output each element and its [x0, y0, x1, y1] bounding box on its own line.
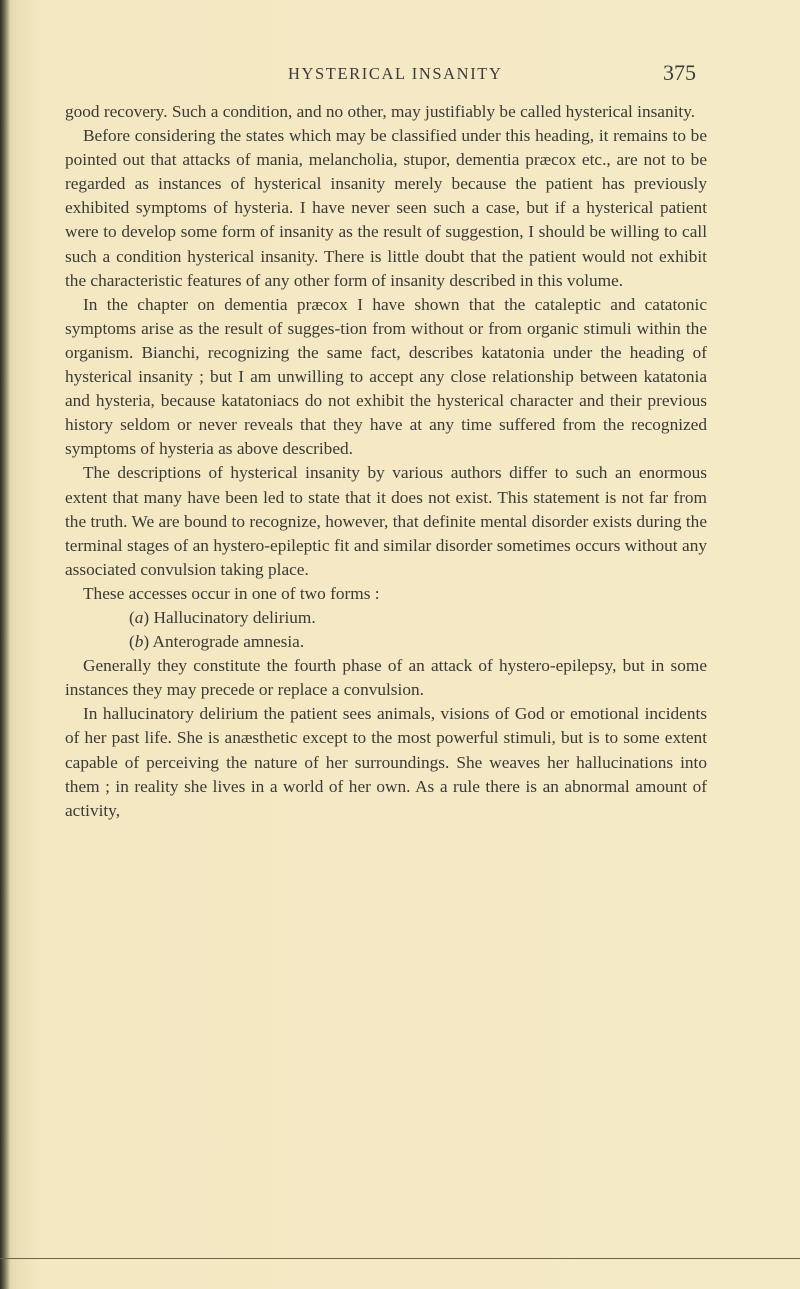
list-item: (a) Hallucinatory delirium.	[129, 607, 316, 627]
paragraph: Generally they constitute the fourth phase of an attack of hystero-epilepsy, but in some instances they may precede or replace a convulsion.	[65, 656, 707, 700]
list-marker: b	[134, 632, 144, 652]
page-header	[0, 60, 800, 90]
paragraph: The descriptions of hysterical insanity by various authors differ to such an enormous extent that many have been led to state that it does not exist. This statement is not far from the truth. We are bound to recognize, however, that definite mental disorder exists during the terminal stages of an hystero-epileptic fit and similar disorder sometimes occurs without any associated convulsion taking place.	[65, 463, 707, 579]
list-item-text: Anterograde amnesia.	[152, 632, 305, 652]
page-number: 375	[663, 60, 696, 85]
running-head: HYSTERICAL INSANITY	[288, 64, 503, 83]
paragraph: good recovery. Such a condition, and no other, may justifiably be called hysterical insanity.	[65, 102, 696, 121]
paragraph: In the chapter on dementia præcox I have shown that the cataleptic and catatonic symptoms arise as the result of sugges-tion from without or from organic stimuli within the organism. Bianchi, recognizing the same fact, describes katatonia under the heading of hysterical insanity ; but I am unwilling to accept any close relationship between katatonia and hysteria, because katatoniacs do not exhibit the hysterical character and their previous history seldom or never reveals that they have at any time suffered from the recognized symptoms of hysteria as above described.	[65, 294, 707, 459]
paragraph: Before considering the states which may be classified under this heading, it remains to be pointed out that attacks of mania, melancholia, stupor, dementia præcox etc., are not to be regarded as instances of hysterical insanity merely because the patient has previously exhibited symptoms of hysteria. I have never seen such a case, but if a hysterical patient were to develop some form of insanity as the result of suggestion, I should be willing to call such a condition hysterical insanity. There is little doubt that the patient would not exhibit the characteristic features of any other form of insanity described in this volume.	[65, 126, 707, 290]
list-marker: a	[134, 607, 144, 627]
body-text	[65, 100, 707, 823]
list-item: (b) Anterograde amnesia.	[129, 632, 305, 652]
list-item-text: Hallucinatory delirium.	[153, 607, 316, 627]
paragraph: In hallucinatory delirium the patient sees animals, visions of God or emotional incidents of her past life. She is anæsthetic except to the most powerful stimuli, but is to some extent capable of perceiving the nature of her surroundings. She weaves her hallucinations into them ; in reality she lives in a world of her own. As a rule there is an abnormal amount of activity,	[65, 704, 707, 820]
paragraph: These accesses occur in one of two forms :	[83, 583, 380, 603]
page-spine-shadow	[0, 0, 10, 1289]
page-bottom-edge	[0, 1258, 800, 1259]
